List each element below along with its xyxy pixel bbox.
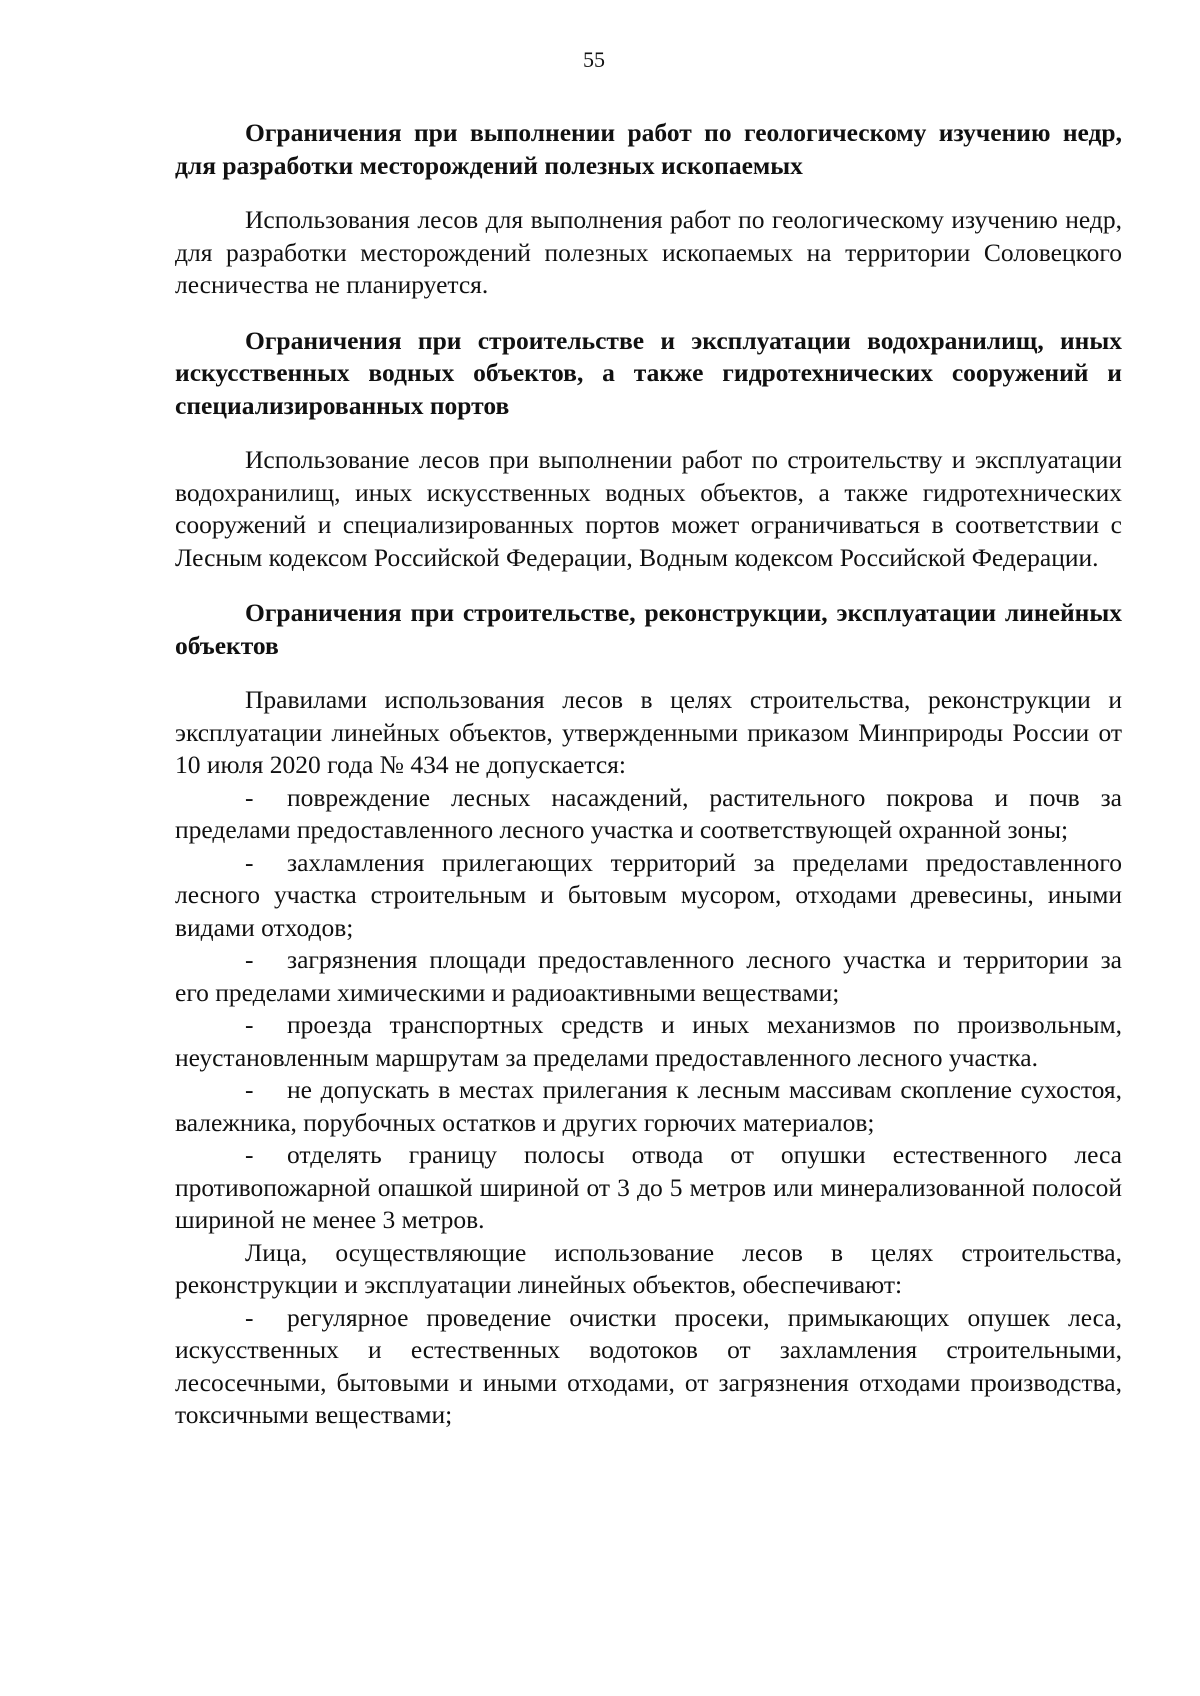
paragraph-geology: Использования лесов для выполнения работ по геологическому изучению недр, для разработки месторождений полезных ископаемых на территории Соловецкого лесничества не планируется. bbox=[175, 205, 1122, 299]
list-item-text: не допускать в местах прилегания к лесным массивам скопление сухостоя, валежника, порубочных остатков и других горючих материалов; bbox=[175, 1075, 1122, 1137]
paragraph-rules-intro: Правилами использования лесов в целях строительства, реконструкции и эксплуатации линейных объектов, утвержденными приказом Минприроды России от 10 июля 2020 года № 434 не допускается: bbox=[175, 685, 1122, 779]
list-dash: - bbox=[245, 1010, 254, 1039]
list-item bbox=[175, 1074, 1122, 1139]
page-number: 55 bbox=[583, 47, 605, 72]
list-item-text: захламления прилегающих территорий за пределами предоставленного лесного участка строительным и бытовым мусором, отходами древесины, иными видами отходов; bbox=[175, 847, 1122, 942]
list-item-text: повреждение лесных насаждений, растительного покрова и почв за пределами предоставленного лесного участка и соответствующей охранной зоны; bbox=[175, 782, 1122, 844]
list-item-text: регулярное проведение очистки просеки, примыкающих опушек леса, искусственных и естественных водотоков от захламления строительными, лесосечными, бытовыми и иными отходами, от загрязнения отходами производства, токсичными веществами; bbox=[175, 1302, 1122, 1429]
list-dash: - bbox=[245, 1075, 254, 1104]
section-heading-geology: Ограничения при выполнении работ по геологическому изучению недр, для разработки месторождений полезных ископаемых bbox=[175, 118, 1122, 180]
list-item bbox=[175, 1009, 1122, 1074]
section-heading-reservoirs: Ограничения при строительстве и эксплуатации водохранилищ, иных искусственных водных объектов, а также гидротехнических сооружений и специализированных портов bbox=[175, 325, 1122, 420]
list-dash: - bbox=[245, 847, 254, 877]
paragraph-obligations-intro: Лица, осуществляющие использование лесов в целях строительства, реконструкции и эксплуатации линейных объектов, обеспечивают: bbox=[175, 1237, 1122, 1299]
page-content bbox=[175, 117, 1122, 1432]
list-item bbox=[175, 782, 1122, 847]
list-item-text: загрязнения площади предоставленного лесного участка и территории за его пределами химическими и радиоактивными веществами; bbox=[175, 945, 1122, 1007]
list-item-text: отделять границу полосы отвода от опушки естественного леса противопожарной опашкой шириной от 3 до 5 метров или минерализованной полосой шириной не менее 3 метров. bbox=[175, 1140, 1122, 1234]
list-item bbox=[175, 1302, 1122, 1432]
section-heading-linear-objects: Ограничения при строительстве, реконструкции, эксплуатации линейных объектов bbox=[175, 598, 1122, 660]
paragraph-reservoirs: Использование лесов при выполнении работ по строительству и эксплуатации водохранилищ, иных искусственных водных объектов, а также гидротехнических сооружений и специализированных портов может ограничиваться в соответствии с Лесным кодексом Российской Федерации, Водным кодексом Российской Федерации. bbox=[175, 445, 1122, 572]
list-dash: - bbox=[245, 782, 254, 812]
list-dash: - bbox=[245, 945, 254, 974]
list-item bbox=[175, 944, 1122, 1009]
list-item bbox=[175, 847, 1122, 945]
list-item bbox=[175, 1139, 1122, 1237]
list-item-text: проезда транспортных средств и иных механизмов по произвольным, неустановленным маршрутам за пределами предоставленного лесного участка. bbox=[175, 1010, 1122, 1072]
list-dash: - bbox=[245, 1302, 254, 1332]
list-dash: - bbox=[245, 1140, 254, 1169]
